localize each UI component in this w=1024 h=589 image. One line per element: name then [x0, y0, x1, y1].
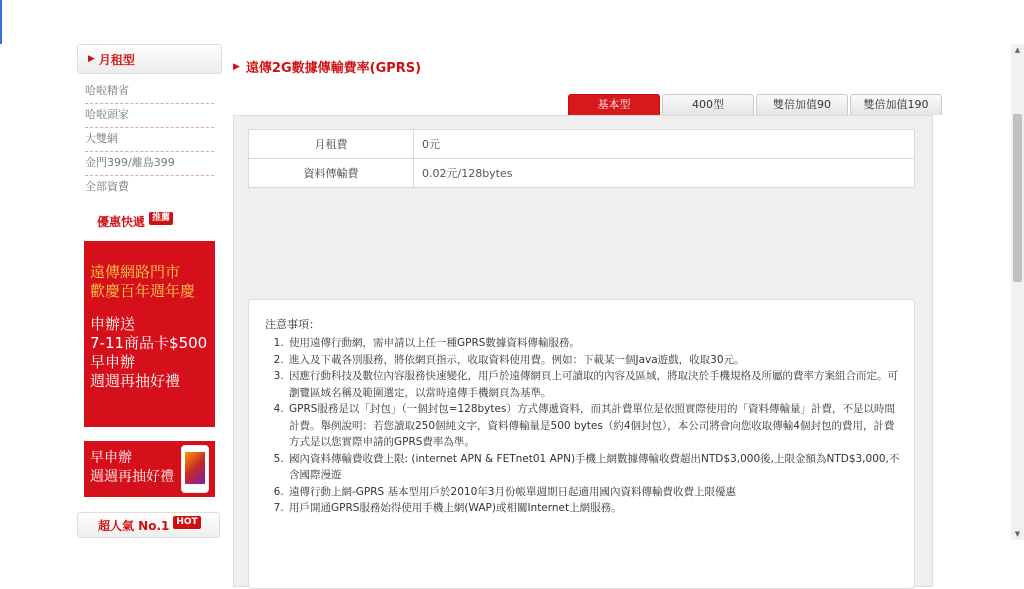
- hot-section-header[interactable]: [77, 512, 220, 538]
- hot-badge: HOT: [173, 516, 200, 529]
- banner-line: 週週再抽好禮: [90, 469, 174, 485]
- banner-line: 遠傳網路門市: [90, 263, 181, 281]
- page-title: [233, 57, 421, 76]
- table-cell-label: 月租費: [249, 130, 414, 159]
- notes-box: [248, 299, 915, 589]
- tab-panel: [233, 115, 933, 587]
- banner-line: 申辦送: [90, 315, 136, 333]
- banner-line: 早申辦: [90, 353, 136, 371]
- sidebar-header-label: 月租型: [98, 52, 135, 67]
- table-cell-value: 0.02元/128bytes: [414, 159, 915, 188]
- table-row: [249, 130, 915, 159]
- scroll-up-arrow-icon[interactable]: ▲: [1014, 46, 1021, 54]
- banner-line: 歡慶百年週年慶: [90, 282, 196, 300]
- sidebar-item-haha-saving[interactable]: 哈啦精省: [85, 80, 214, 104]
- list-item: 5. 國內資料傳輸費收費上限: (internet APN & FETnet01 APN)手機上網數據傳輸收費超出NTD$3,000後,上限金額為NTD$3,000,不含國際漫遊: [287, 451, 904, 484]
- promo-banner-anniversary[interactable]: [84, 241, 215, 427]
- hot-title-label: 超人氣 No.1: [98, 518, 170, 533]
- promo-banner-lottery[interactable]: [84, 441, 215, 497]
- list-item: 3. 因應行動科技及數位內容服務快速變化，用戶於遠傳網頁上可讀取的內容及區域，將取決於手機規格及所屬的費率方案組合而定。可瀏覽區域名稱及範圍選定，以當時遠傳手機網頁為基準。: [287, 368, 904, 401]
- scroll-down-arrow-icon[interactable]: ▼: [1014, 530, 1021, 538]
- plan-tabs: [568, 94, 944, 115]
- phone-image: [181, 445, 209, 493]
- list-item: 4. GPRS服務是以「封包」（一個封包=128bytes）方式傳遞資料，而其計費單位是依照實際使用的「資料傳輸量」計費，不是以時間計費。舉例說明：若您讀取250個純文字，資料傳輸量是500 bytes（約4個封包），本公司將會向您收取傳輸4個封包的費用，計費方式是以您實際申請的GPRS費率為準。: [287, 401, 904, 451]
- sidebar-item-kinmen-island[interactable]: 金門399/離島399: [85, 152, 214, 176]
- triangle-right-icon: ▶: [233, 61, 240, 72]
- table-cell-label: 資料傳輸費: [249, 159, 414, 188]
- list-item: 6. 遠傳行動上網-GPRS 基本型用戶於2010年3月份帳單週期日起適用國內資料傳輸費收費上限優惠: [287, 484, 904, 501]
- list-item: 2. 進入及下載各別服務，將依網頁指示，收取資料使用費。例如：下載某一個Java遊戲，收取30元。: [287, 352, 904, 369]
- tab-double-90[interactable]: 雙倍加值90: [756, 94, 848, 115]
- banner-line: 7-11商品卡$500: [90, 334, 208, 352]
- promo-section-title: [97, 213, 222, 230]
- sidebar: [77, 44, 222, 576]
- banner-line: 週週再抽好禮: [90, 372, 181, 390]
- tab-400[interactable]: 400型: [662, 94, 754, 115]
- vertical-scrollbar[interactable]: [1011, 44, 1024, 540]
- triangle-right-icon: ▶: [88, 54, 95, 64]
- list-item: 1. 使用遠傳行動網，需申請以上任一種GPRS數據資料傳輸服務。: [287, 335, 904, 352]
- sidebar-item-haha-boss[interactable]: 哈啦頭家: [85, 104, 214, 128]
- notes-title: 注意事項：: [265, 318, 320, 331]
- recommend-badge: 推薦: [149, 212, 173, 225]
- table-cell-value: 0元: [414, 130, 915, 159]
- tab-double-190[interactable]: 雙倍加值190: [850, 94, 942, 115]
- table-row: [249, 159, 915, 188]
- promo-title-label: 優惠快遞: [97, 215, 146, 229]
- window-edge-marker: [0, 0, 2, 44]
- sidebar-menu: [77, 80, 222, 199]
- tab-basic[interactable]: 基本型: [568, 94, 660, 115]
- list-item: 7. 用戶開通GPRS服務始得使用手機上網(WAP)或相關Internet上網服務。: [287, 500, 904, 517]
- sidebar-item-big-double-net[interactable]: 大雙網: [85, 128, 214, 152]
- page-title-label: 遠傳2G數據傳輸費率(GPRS): [245, 61, 422, 76]
- sidebar-item-all-rates[interactable]: 全部資費: [85, 180, 129, 193]
- notes-list: [265, 335, 904, 517]
- rate-table: [248, 129, 915, 188]
- scrollbar-thumb[interactable]: [1013, 114, 1022, 282]
- banner-line: 早申辦: [90, 450, 132, 466]
- sidebar-header[interactable]: [77, 44, 222, 74]
